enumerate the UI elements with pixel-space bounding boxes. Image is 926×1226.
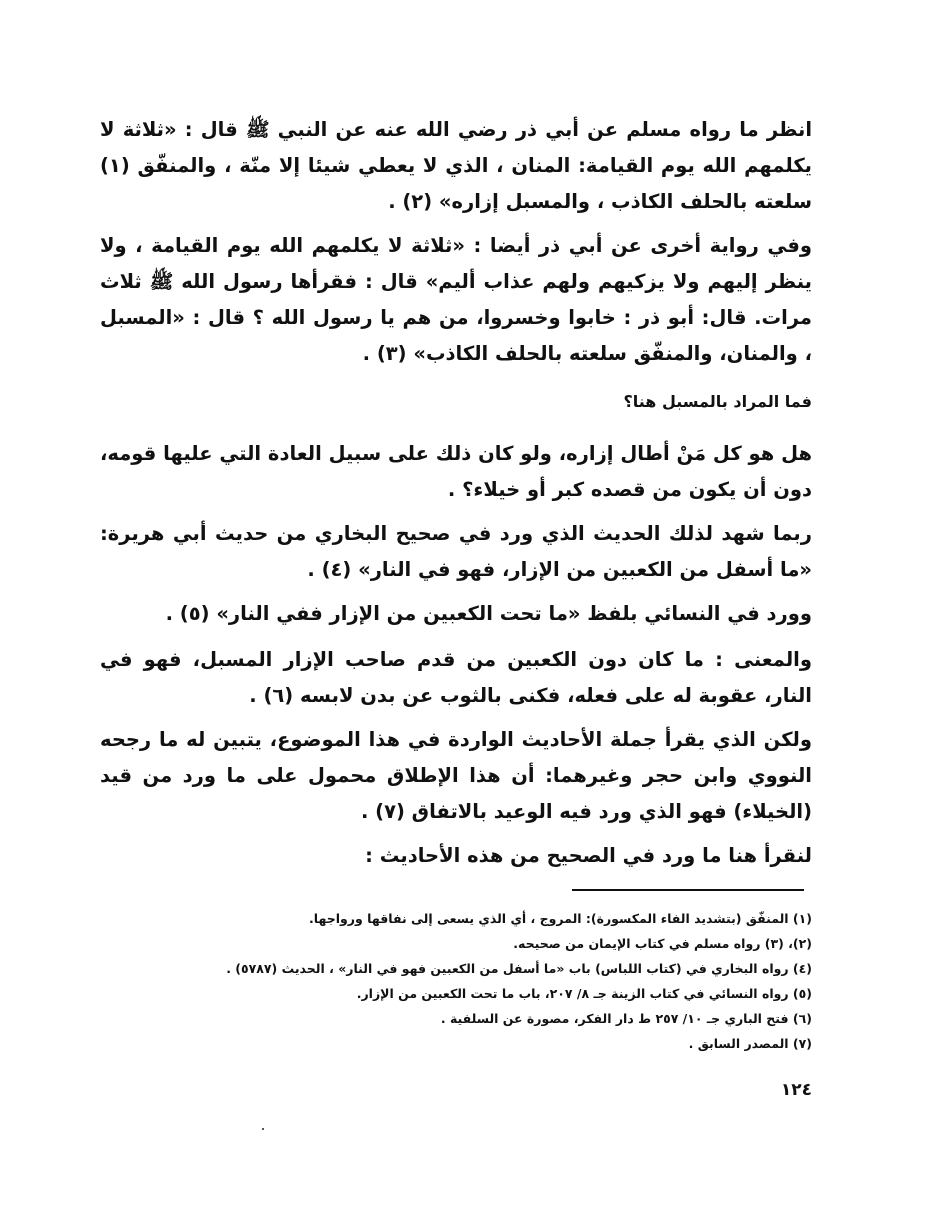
paragraph-nasai: وورد في النسائي بلفظ «ما تحت الكعبين من الإزار ففي النار» (٥) . [165, 602, 812, 625]
paragraph-question: هل هو كل مَنْ أطال إزاره، ولو كان ذلك على سبيل العادة التي عليها قومه، دون أن يكون من قصده كبر أو خيلاء؟ . [100, 442, 812, 501]
paragraph-meaning: والمعنى : ما كان دون الكعبين من قدم صاحب الإزار المسبل، فهو في النار، عقوبة له على فعله، فكنى بالثوب عن بدن لابسه (٦) . [100, 648, 812, 707]
footnote-1: (١) المنفّق (بتشديد الفاء المكسورة): المروج ، أي الذي يسعى إلى نفاقها ورواجها. [309, 911, 812, 926]
footnote-divider [572, 889, 804, 891]
footnote-5: (٥) رواه النسائي في كتاب الزينة جـ ٨/ ٢٠٧، باب ما تحت الكعبين من الإزار. [356, 986, 812, 1001]
page-number: ١٢٤ [780, 1080, 812, 1100]
section-heading: فما المراد بالمسبل هنا؟ [623, 392, 812, 411]
footnote-6: (٦) فتح الباري جـ ١٠/ ٢٥٧ ط دار الفكر، مصورة عن السلفية . [440, 1011, 812, 1026]
footnote-4: (٤) رواه البخاري في (كتاب اللباس) باب «ما أسفل من الكعبين فهو في النار» ، الحديث (٥٧٨٧) . [226, 961, 812, 976]
paragraph-lets-read: لنقرأ هنا ما ورد في الصحيح من هذه الأحاديث : [365, 844, 812, 867]
paragraph-khuyala: ولكن الذي يقرأ جملة الأحاديث الواردة في هذا الموضوع، يتبين له ما رجحه النووي وابن حجر وغيرهما: أن هذا الإطلاق محمول على ما ورد من قيد (الخيلاء) فهو الذي ورد فيه الوعيد بالاتفاق (٧) . [100, 728, 812, 823]
footnote-2-3: (٢)، (٣) رواه مسلم في كتاب الإيمان من صحيحه. [513, 936, 812, 951]
scan-speck [262, 1128, 264, 1130]
paragraph-bukhari: ربما شهد لذلك الحديث الذي ورد في صحيح البخاري من حديث أبي هريرة: «ما أسفل من الكعبين من الإزار، فهو في النار» (٤) . [100, 522, 812, 581]
paragraph-second-narration: وفي رواية أخرى عن أبي ذر أيضا : «ثلاثة لا يكلمهم الله يوم القيامة ، ولا ينظر إليهم ولا يزكيهم ولهم عذاب أليم» قال : فقرأها رسول الله ﷺ ثلاث مرات. قال: أبو ذر : خابوا وخسروا، من هم يا رسول الله ؟ قال : «المسبل ، والمنان، والمنفّق سلعته بالحلف الكاذب» (٣) . [100, 234, 812, 365]
footnote-7: (٧) المصدر السابق . [688, 1036, 812, 1051]
paragraph-hadith-abu-dharr: انظر ما رواه مسلم عن أبي ذر رضي الله عنه عن النبي ﷺ قال : «ثلاثة لا يكلمهم الله يوم القيامة: المنان ، الذي لا يعطي شيئا إلا منّة ، والمنفّق (١) سلعته بالحلف الكاذب ، والمسبل إزاره» (٢) . [100, 118, 812, 213]
